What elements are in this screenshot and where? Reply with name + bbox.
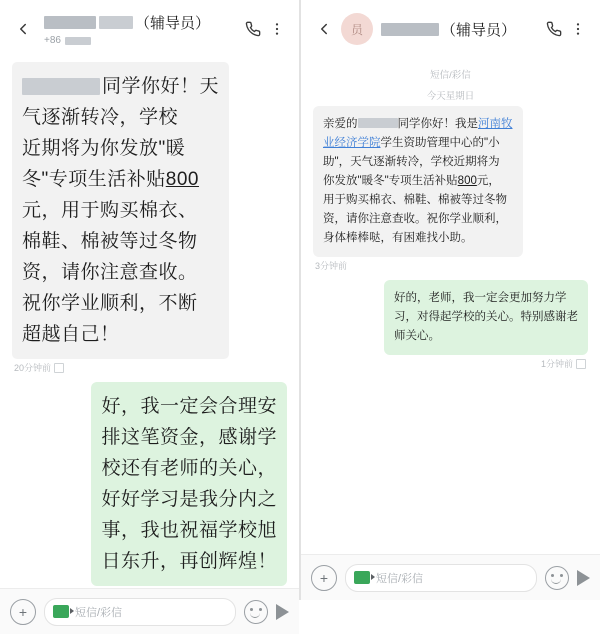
message-input-placeholder: 短信/彩信 — [75, 606, 123, 619]
message-input-wrapper[interactable] — [345, 564, 537, 592]
back-arrow-icon[interactable] — [10, 16, 36, 42]
system-label-date: 今天星期日 — [426, 91, 475, 102]
right-msg2-l1: 好的，老师，我一定会更加努力学 — [394, 292, 567, 304]
left-msg1-l8: 祝你学业顺利，不断 — [22, 293, 198, 314]
left-phone-screenshot — [0, 0, 301, 620]
right-msg1-l5: 用于购买棉衣、棉鞋、棉被等过冬物 — [323, 194, 507, 206]
right-msg1-l1-b: 同学你好！我是 — [397, 118, 478, 130]
redacted-number-block — [65, 37, 91, 45]
left-msg1-l4: 冬"专项生活补贴 — [22, 169, 166, 190]
sim-card-icon[interactable] — [354, 571, 370, 584]
plus-circle-icon[interactable]: + — [10, 599, 36, 625]
right-msg1-l7: 身体棒棒哒，有困难找小助。 — [323, 232, 473, 244]
right-msg1-l4-a: 你发放"暖冬"专项生活补贴 — [323, 175, 458, 187]
left-chat-header — [0, 0, 299, 58]
left-msg2-l3: 校还有老师的关心， — [101, 458, 277, 479]
outgoing-message-bubble[interactable] — [384, 280, 588, 355]
left-contact-number — [44, 35, 241, 46]
phone-icon[interactable] — [241, 21, 265, 37]
smiley-icon[interactable] — [244, 600, 268, 624]
left-msg1-l2: 气逐渐转冷，学校 — [22, 107, 179, 128]
right-message-list[interactable] — [301, 58, 600, 554]
send-icon[interactable] — [577, 570, 590, 586]
right-msg2-l2: 习，对得起学校的关心。特别感谢老 — [394, 311, 578, 323]
more-vertical-icon[interactable] — [265, 21, 289, 37]
outgoing-message-bubble[interactable] — [91, 382, 287, 586]
right-contact-info[interactable] — [381, 19, 542, 40]
left-msg1-l3: 近期将为你发放"暖 — [22, 138, 186, 159]
redacted-name-block-2 — [99, 16, 133, 29]
timestamp-text: 1分钟前 — [540, 359, 573, 369]
timestamp-text: 20分钟前 — [14, 363, 52, 373]
send-icon[interactable] — [276, 604, 289, 620]
left-message-list[interactable] — [0, 58, 299, 588]
message-input-wrapper[interactable] — [44, 598, 236, 626]
avatar[interactable]: 员 — [341, 13, 373, 45]
school-link-part2[interactable]: 业经济学院 — [323, 137, 381, 149]
message-input-placeholder: 短信/彩信 — [376, 572, 424, 585]
redacted-student-name — [358, 118, 398, 128]
redacted-student-name — [22, 78, 100, 95]
message-status-icon — [54, 363, 64, 373]
left-msg1-l9: 超越自己！ — [22, 324, 120, 345]
message-status-icon — [576, 359, 586, 369]
right-msg2-l3: 师关心。 — [394, 330, 440, 342]
left-msg1-l6: 棉鞋、棉被等过冬物 — [22, 231, 198, 252]
left-msg2-l5: 事，我也祝福学校旭 — [101, 520, 277, 541]
right-msg1-l3: 助"，天气逐渐转冷，学校近期将为 — [323, 156, 500, 168]
left-contact-info[interactable] — [44, 12, 241, 46]
left-contact-name — [44, 12, 241, 33]
left-msg1-l1: 同学你好！天 — [102, 76, 220, 97]
message-row-outgoing — [12, 382, 287, 586]
amount-highlight: 800 — [457, 175, 477, 187]
incoming-message-bubble[interactable] — [313, 106, 523, 257]
sim-card-icon[interactable] — [53, 605, 69, 618]
incoming-message-bubble[interactable] — [12, 62, 229, 359]
phone-icon[interactable] — [542, 21, 566, 37]
message-timestamp — [14, 361, 287, 374]
left-msg1-l7: 资，请你注意查收。 — [22, 262, 198, 283]
country-code: +86 — [44, 35, 61, 46]
message-row-incoming — [12, 62, 287, 359]
message-timestamp-outgoing — [315, 357, 586, 370]
left-msg2-l1: 好，我一定会合理安 — [101, 396, 277, 417]
plus-circle-icon[interactable]: + — [311, 565, 337, 591]
right-contact-name — [381, 19, 542, 40]
left-contact-role: （辅导员） — [135, 15, 211, 32]
redacted-name-block — [381, 23, 439, 36]
left-msg2-l2: 排这笔资金，感谢学 — [101, 427, 277, 448]
smiley-icon[interactable] — [545, 566, 569, 590]
system-label-channel: 短信/彩信 — [430, 70, 471, 81]
right-msg1-l2: 学生资助管理中心的"小 — [380, 137, 500, 149]
message-row-outgoing — [313, 280, 588, 355]
redacted-name-block — [44, 16, 96, 29]
more-vertical-icon[interactable] — [566, 21, 590, 37]
right-msg1-l6: 资，请你注意查收。祝你学业顺利， — [323, 213, 507, 225]
left-msg2-l4: 好好学习是我分内之 — [101, 489, 277, 510]
timestamp-text: 3分钟前 — [315, 261, 348, 271]
right-msg1-l4-b: 元， — [476, 175, 500, 187]
right-contact-role: （辅导员） — [441, 21, 517, 39]
message-row-incoming — [313, 106, 588, 257]
left-composer — [0, 588, 299, 634]
right-phone-screenshot — [301, 0, 600, 600]
back-arrow-icon[interactable] — [311, 16, 337, 42]
amount-highlight: 800 — [165, 169, 199, 190]
left-msg2-l6: 日东升，再创辉煌！ — [101, 551, 277, 572]
left-msg1-l5: 元，用于购买棉衣、 — [22, 200, 198, 221]
right-chat-header — [301, 0, 600, 58]
school-link-part1[interactable]: 河南牧 — [478, 118, 513, 130]
right-composer — [301, 554, 600, 600]
right-msg1-l1-a: 亲爱的 — [323, 118, 358, 130]
message-timestamp — [315, 259, 588, 272]
